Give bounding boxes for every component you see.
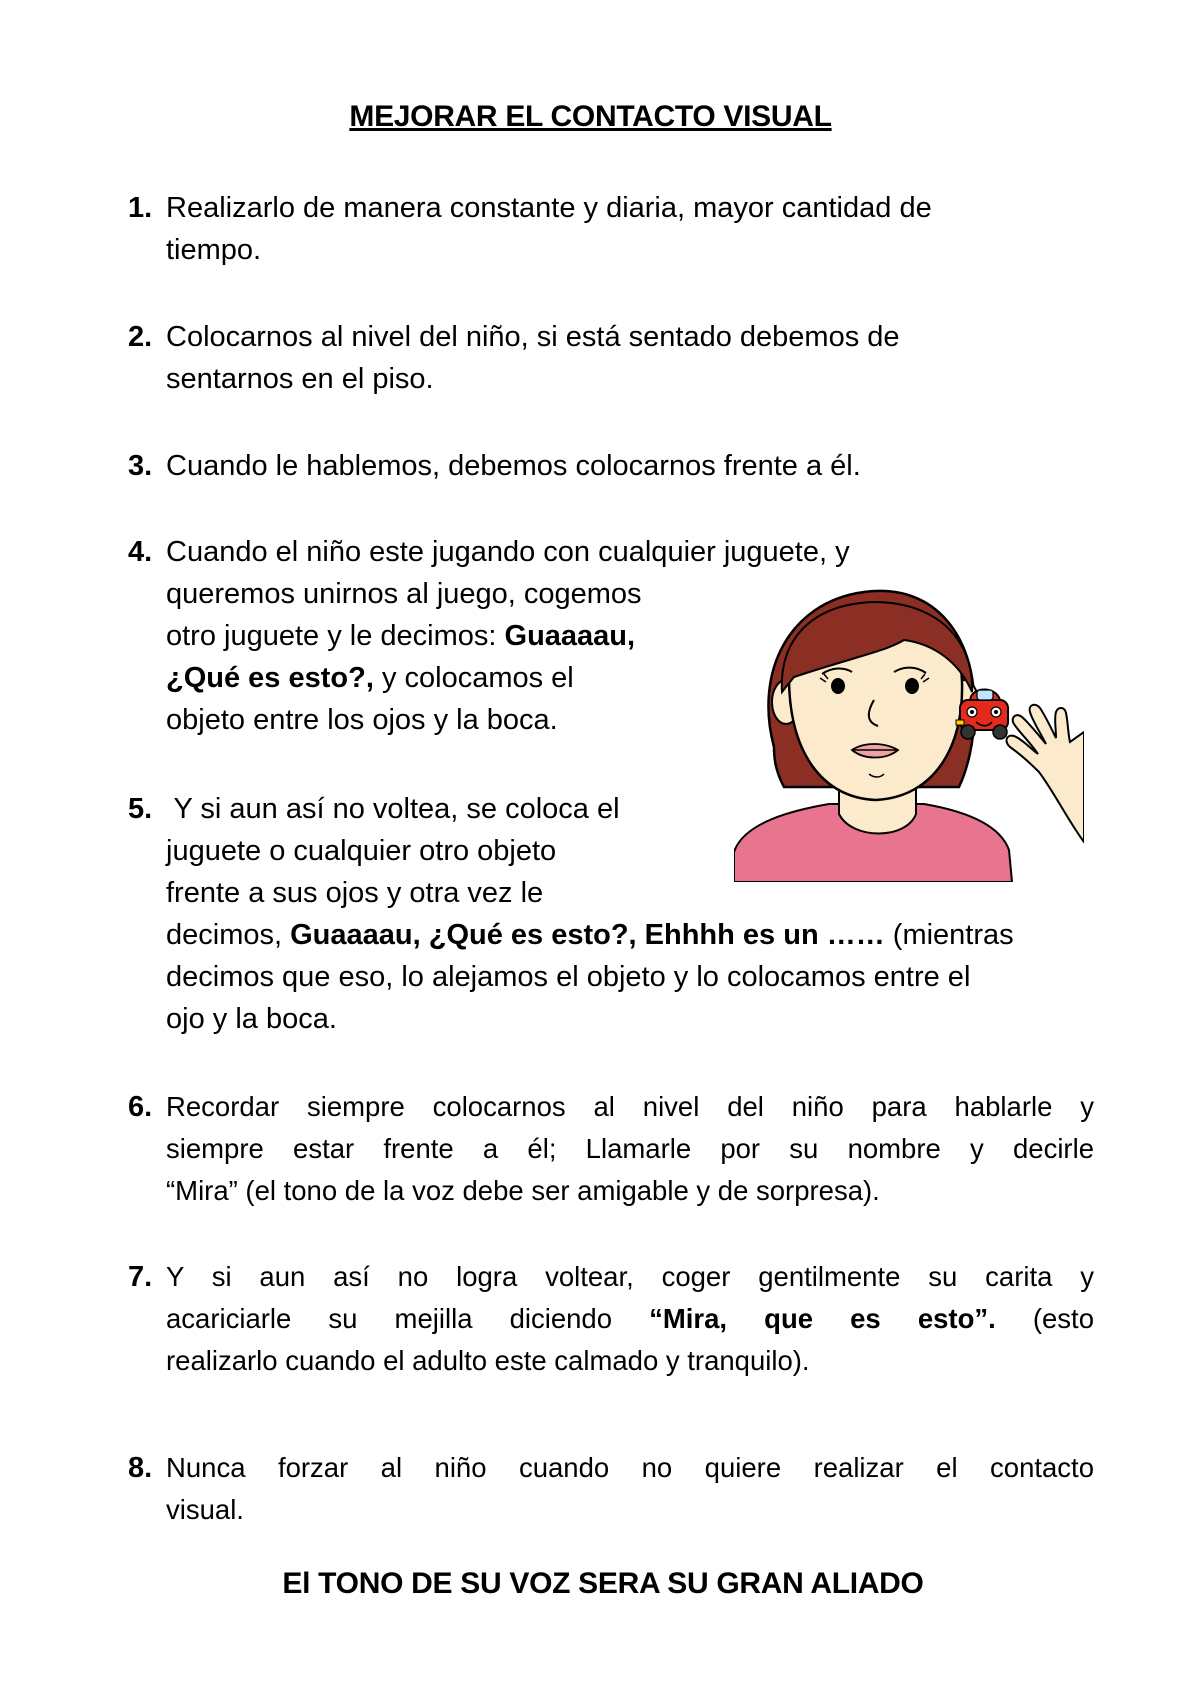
- item-line: Colocarnos al nivel del niño, si está sentado debemos de: [166, 321, 900, 353]
- hand-icon: [1007, 705, 1084, 842]
- item-text-span: (mientras: [884, 919, 1014, 951]
- item-text-span: decimos,: [166, 919, 291, 951]
- item-line: “Mira” (el tono de la voz debe ser amigable y de sorpresa).: [166, 1175, 880, 1206]
- item-number: 5.: [128, 793, 153, 825]
- item-line: ojo y la boca.: [166, 1003, 337, 1035]
- item-line: [166, 1298, 1094, 1340]
- item-line: siempre estar frente a él; Llamarle por su nombre y decirle: [166, 1133, 1094, 1164]
- page-title: MEJORAR EL CONTACTO VISUAL: [349, 100, 832, 133]
- item-line: Cuando le hablemos, debemos colocarnos frente a él.: [166, 450, 861, 482]
- item-bold-span: ¿Qué es esto?,: [166, 662, 374, 694]
- item-bold-span: “Mira, que es esto”.: [649, 1303, 996, 1334]
- item-number: 7.: [128, 1261, 153, 1293]
- item-bold-span: Guaaaau,: [504, 620, 636, 652]
- item-text: [166, 445, 861, 487]
- item-line: decimos que eso, lo alejamos el objeto y lo colocamos entre el: [166, 961, 971, 993]
- item-line: Realizarlo de manera constante y diaria, mayor cantidad de: [166, 192, 932, 224]
- item-text: [166, 1086, 1094, 1212]
- woman-listening-to-toy-car-icon: [734, 582, 1084, 882]
- item-line: Y si aun así no voltea, se coloca el: [166, 793, 620, 825]
- item-text-span: otro juguete y le decimos:: [166, 620, 505, 652]
- item-number: 4.: [128, 536, 153, 568]
- item-line: Cuando el niño este jugando con cualquier juguete, y: [166, 536, 850, 568]
- item-line: juguete o cualquier otro objeto: [166, 835, 557, 867]
- item-line: queremos unirnos al juego, cogemos: [166, 578, 642, 610]
- item-number: 6.: [128, 1091, 153, 1123]
- item-number: 3.: [128, 450, 153, 482]
- item-text: [166, 1447, 1094, 1531]
- item-line: frente a sus ojos y otra vez le: [166, 877, 544, 909]
- footer-slogan: El TONO DE SU VOZ SERA SU GRAN ALIADO: [282, 1567, 924, 1600]
- item-line: objeto entre los ojos y la boca.: [166, 704, 558, 736]
- item-line: Y si aun así no logra voltear, coger gentilmente su carita y: [166, 1261, 1094, 1292]
- item-line: sentarnos en el piso.: [166, 363, 434, 395]
- item-line: visual.: [166, 1494, 244, 1525]
- item-text-span: y colocamos el: [373, 662, 574, 694]
- item-text-span: (esto: [995, 1303, 1094, 1334]
- item-number: 2.: [128, 321, 153, 353]
- item-line: Nunca forzar al niño cuando no quiere realizar el contacto: [166, 1452, 1094, 1483]
- item-number: 8.: [128, 1452, 153, 1484]
- item-bold-span: Guaaaau, ¿Qué es esto?, Ehhhh es un ……: [290, 919, 885, 951]
- item-text: [166, 316, 900, 400]
- item-number: 1.: [128, 192, 153, 224]
- item-line: [166, 914, 1086, 956]
- item-line: Recordar siempre colocarnos al nivel del niño para hablarle y: [166, 1091, 1094, 1122]
- item-text: [166, 187, 932, 271]
- item-text: [166, 1256, 1094, 1382]
- item-text-span: acariciarle su mejilla diciendo: [166, 1303, 650, 1334]
- item-line: tiempo.: [166, 234, 262, 266]
- item-line: realizarlo cuando el adulto este calmado y tranquilo).: [166, 1345, 810, 1376]
